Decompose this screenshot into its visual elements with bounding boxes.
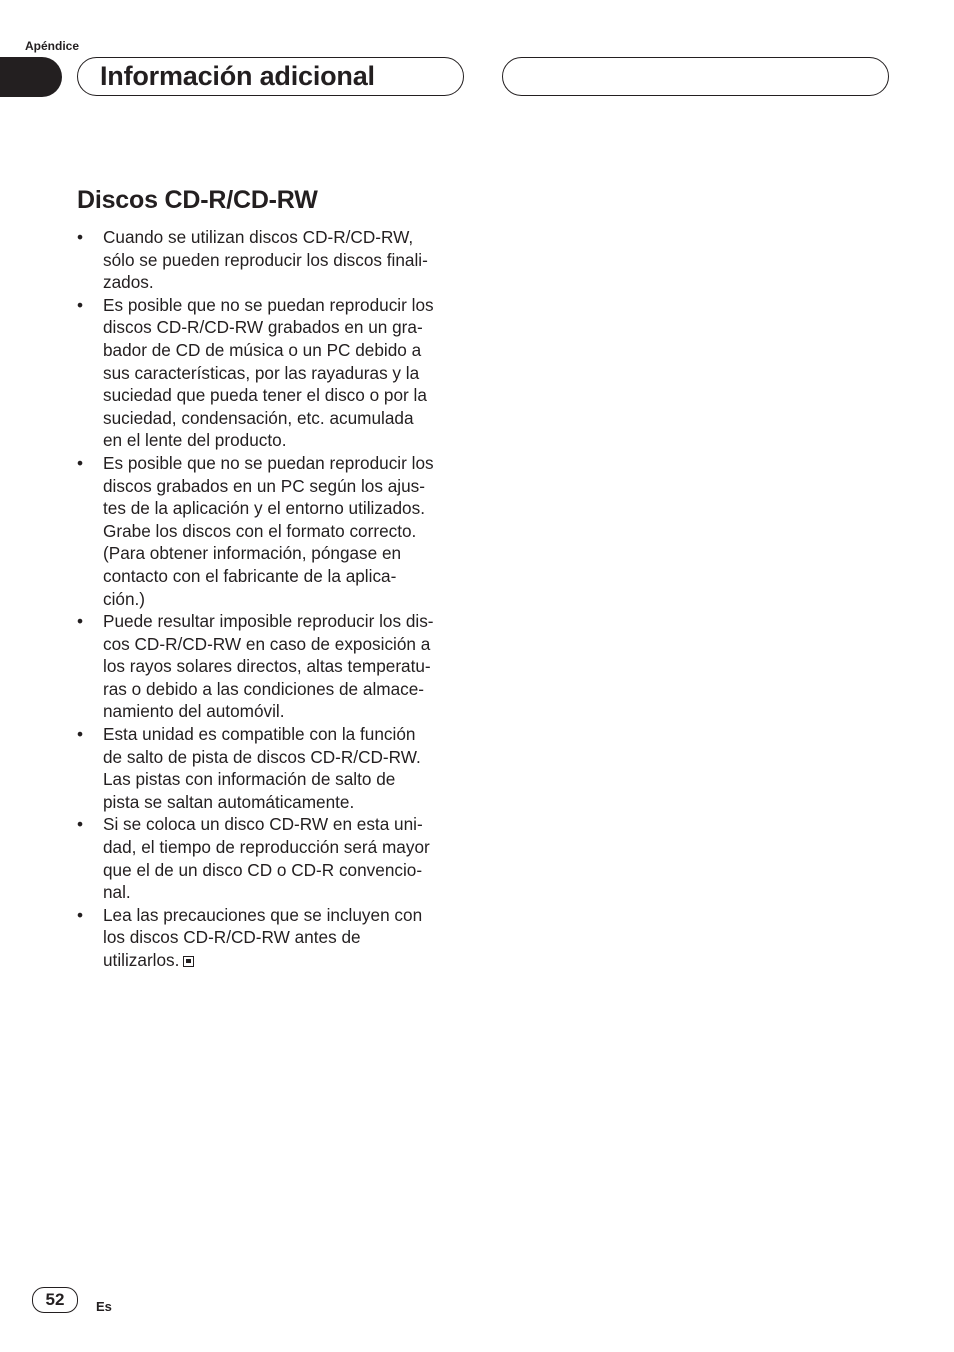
bullet-list bbox=[77, 226, 469, 972]
section-header-title: Información adicional bbox=[100, 61, 375, 91]
bullet-text-line: pista se saltan automáticamente. bbox=[103, 791, 355, 812]
bullet-text-line: que el de un disco CD o CD-R convencio- bbox=[103, 859, 423, 880]
section-tab-marker bbox=[0, 57, 62, 97]
bullet-text-line: tes de la aplicación y el entorno utilizados. bbox=[103, 498, 425, 519]
bullet-text-line: discos CD-R/CD-RW grabados en un gra- bbox=[103, 317, 423, 338]
bullet-text-line: sólo se pueden reproducir los discos finali- bbox=[103, 249, 428, 270]
bullet-text-line: cos CD-R/CD-RW en caso de exposición a bbox=[103, 633, 431, 654]
empty-header-box bbox=[502, 57, 889, 96]
bullet-text-line: contacto con el fabricante de la aplica- bbox=[103, 565, 397, 586]
appendix-label: Apéndice bbox=[25, 39, 80, 53]
language-code: Es bbox=[96, 1299, 112, 1314]
bullet-text-line: ción.) bbox=[103, 588, 146, 609]
bullet-text-line: Grabe los discos con el formato correcto. bbox=[103, 520, 417, 541]
bullet-text-line: en el lente del producto. bbox=[103, 430, 287, 451]
bullet-text-line: bador de CD de música o un PC debido a bbox=[103, 339, 422, 360]
end-of-section-icon bbox=[183, 956, 194, 967]
bullet-text-line: namiento del automóvil. bbox=[103, 701, 285, 722]
bullet-text-line: Las pistas con información de salto de bbox=[103, 769, 396, 790]
bullet-item bbox=[77, 226, 469, 294]
bullet-text-line: suciedad que pueda tener el disco o por la bbox=[103, 385, 427, 406]
bullet-text-line: sus características, por las rayaduras y la bbox=[103, 362, 420, 383]
bullet-text-line: discos grabados en un PC según los ajus- bbox=[103, 475, 425, 496]
bullet-text-line bbox=[103, 949, 469, 972]
bullet-text-line: Puede resultar imposible reproducir los dis- bbox=[103, 611, 434, 632]
bullet-text-end: utilizarlos. bbox=[103, 950, 180, 970]
bullet-text-line: Es posible que no se puedan reproducir los bbox=[103, 294, 434, 315]
bullet-item bbox=[77, 610, 469, 723]
bullet-item bbox=[77, 452, 469, 610]
bullet-text-line: Cuando se utilizan discos CD-R/CD-RW, bbox=[103, 227, 414, 247]
section-title: Discos CD-R/CD-RW bbox=[77, 186, 318, 214]
bullet-text-line: de salto de pista de discos CD-R/CD-RW. bbox=[103, 746, 421, 767]
bullet-item bbox=[77, 294, 469, 452]
bullet-item bbox=[77, 813, 469, 903]
bullet-dot-icon: • bbox=[77, 227, 84, 247]
bullet-text-line: Lea las precauciones que se incluyen con bbox=[103, 904, 423, 925]
bullet-text-line: ras o debido a las condiciones de almace- bbox=[103, 678, 425, 699]
bullet-dot-icon: • bbox=[77, 724, 84, 745]
bullet-item bbox=[77, 723, 469, 813]
bullet-text-line: Esta unidad es compatible con la función bbox=[103, 724, 416, 745]
bullet-dot-icon: • bbox=[77, 611, 84, 632]
bullet-text-line: Si se coloca un disco CD-RW en esta uni- bbox=[103, 814, 423, 835]
bullet-dot-icon: • bbox=[77, 904, 84, 925]
bullet-text-line: (Para obtener información, póngase en bbox=[103, 543, 402, 564]
page-number: 52 bbox=[32, 1287, 78, 1313]
bullet-dot-icon: • bbox=[77, 814, 84, 835]
bullet-text-line: nal. bbox=[103, 882, 131, 903]
bullet-item bbox=[77, 904, 469, 972]
bullet-text-line: suciedad, condensación, etc. acumulada bbox=[103, 407, 414, 428]
bullet-text-line: Es posible que no se puedan reproducir los bbox=[103, 452, 434, 473]
bullet-dot-icon: • bbox=[77, 452, 84, 473]
section-header-box bbox=[77, 57, 464, 96]
bullet-text-line: zados. bbox=[103, 272, 154, 293]
bullet-dot-icon: • bbox=[77, 294, 84, 315]
bullet-text-line: los discos CD-R/CD-RW antes de bbox=[103, 927, 361, 948]
bullet-text-line: los rayos solares directos, altas temperatu- bbox=[103, 656, 431, 677]
bullet-text-line: dad, el tiempo de reproducción será mayor bbox=[103, 837, 430, 858]
